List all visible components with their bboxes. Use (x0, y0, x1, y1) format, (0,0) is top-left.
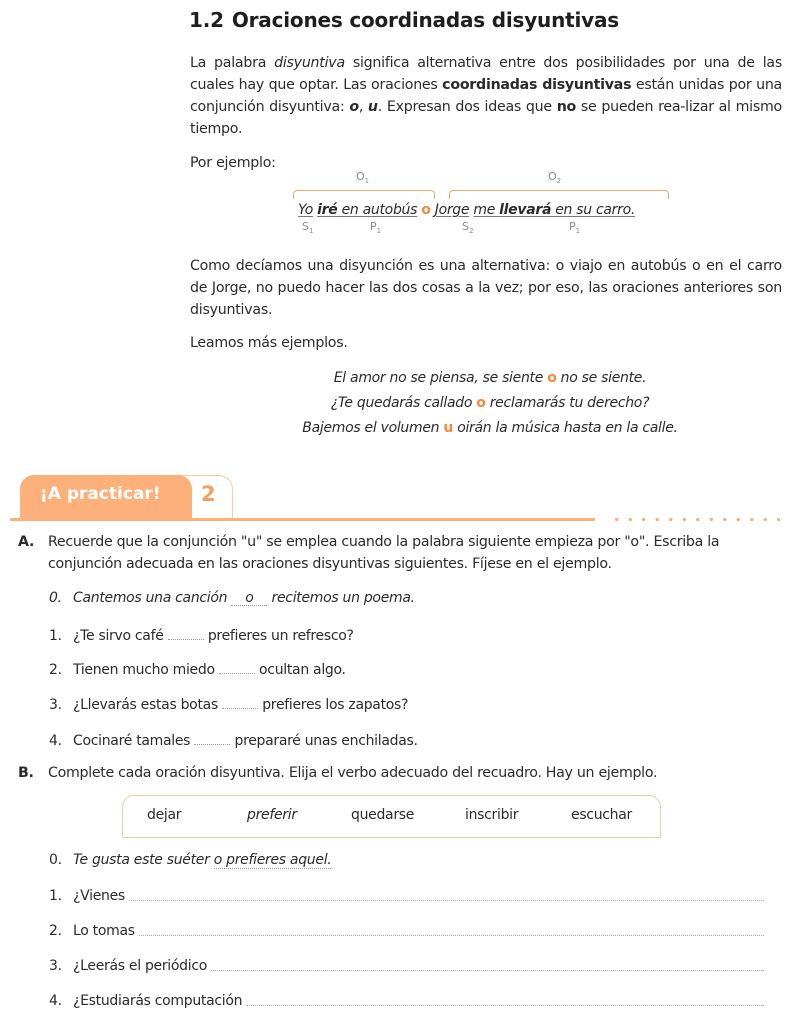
clause-bracket-1 (293, 190, 435, 199)
text: significa alternativa entre dos posibilidades por una de las cuales hay que optar. Las oraciones (190, 55, 782, 93)
clause-label-o2: $O_2$ (548, 170, 562, 186)
word-option: dejar (147, 807, 182, 823)
exercise-a-item-4: 4. Cocinaré tamales prepararé unas enchiladas. (49, 729, 418, 749)
label-s1: $S_1$ (302, 220, 314, 236)
explanation-paragraph: Como decíamos una disyunción es una alternativa: o viajo en autobús o en el carro de Jorge, no puedo hacer las dos cosas a la vez; por eso, las oraciones anteriores son disyuntivas. (190, 258, 782, 318)
clause-label-o1: $O_1$ (356, 170, 370, 186)
word-option: preferir (247, 807, 297, 823)
exercise-a-item-2: 2. Tienen mucho miedo ocultan algo. (49, 658, 346, 678)
example-sentence: El amor no se piensa, se siente o no se siente. (333, 370, 647, 386)
text: se pueden rea-lizar al mismo tiempo. (190, 99, 782, 137)
sentence-diagram (290, 170, 680, 240)
term-bold: coordinadas disyuntivas (442, 77, 632, 93)
exercise-a-item-1: 1. ¿Te sirvo café prefieres un refresco? (49, 624, 354, 644)
text: . Expresan dos ideas que (377, 99, 557, 115)
label-s2: $S_2$ (462, 220, 474, 236)
answer-line[interactable] (246, 993, 764, 1006)
instruction-text: Recuerde que la conjunción "u" se emplea cuando la palabra siguiente empieza por "o". Escriba la conjunción adecuada en las oraciones disyuntivas siguientes. Fíjese en el ejemplo. (48, 534, 720, 572)
practice-number: 2 (201, 482, 216, 506)
verb-2: llevará (499, 202, 552, 218)
exercise-a-instruction (18, 531, 788, 575)
answer-line[interactable] (129, 888, 764, 901)
header-rule (10, 518, 595, 521)
dotted-rule (610, 518, 780, 521)
conjunction: o (421, 202, 431, 218)
word-option: quedarse (351, 807, 415, 823)
emphasis-no: no (556, 99, 577, 115)
instruction-text: Complete cada oración disyuntiva. Elija el verbo adecuado del recuadro. Hay un ejemplo. (48, 765, 658, 781)
answer-blank[interactable] (168, 624, 204, 640)
exercise-b-instruction (18, 762, 788, 784)
predicate-2b: en su carro. (551, 202, 636, 218)
example-label: Por ejemplo: (190, 155, 276, 171)
practice-label: ¡A practicar! (40, 484, 161, 504)
diagram-sentence (298, 202, 635, 218)
section-number: 1.2 (189, 8, 224, 32)
label-p2: $P_1$ (569, 220, 581, 236)
exercise-a-item-3: 3. ¿Llevarás estas botas prefieres los zapatos? (49, 693, 408, 713)
clause-bracket-2 (449, 190, 669, 199)
conj-o: o (349, 99, 359, 115)
predicate-1: en autobús (337, 202, 418, 218)
word-option: inscribir (465, 807, 519, 823)
answer-blank[interactable] (219, 658, 255, 674)
term-italic: disyuntiva (274, 55, 345, 71)
label-p1: $P_1$ (370, 220, 382, 236)
section-title-text: Oraciones coordinadas disyuntivas (231, 8, 619, 32)
exercise-a-item-0: 0. Cantemos una canción o recitemos un poema. (49, 590, 415, 606)
word-option: escuchar (571, 807, 632, 823)
exercise-b-item-4: 4. ¿Estudiarás computación (49, 993, 764, 1009)
exercise-letter: B. (18, 765, 34, 781)
answer-line[interactable] (139, 923, 764, 936)
exercise-b-item-3: 3. ¿Leerás el periódico (49, 958, 764, 974)
verb-1: iré (317, 202, 338, 218)
exercise-b-item-2: 2. Lo tomas (49, 923, 764, 939)
predicate-2a: me (473, 202, 500, 218)
answer-blank[interactable]: o (231, 590, 267, 606)
subject-1: Yo (298, 202, 313, 218)
text: La palabra (190, 55, 275, 71)
practice-tab (20, 475, 192, 518)
more-examples-label: Leamos más ejemplos. (190, 335, 348, 351)
word-box (122, 795, 661, 838)
text: están unidas por una conjunción disyuntiva: (190, 77, 782, 115)
examples-list (190, 366, 790, 441)
answer-blank[interactable] (222, 693, 258, 709)
exercise-b-item-1: 1. ¿Vienes (49, 888, 764, 904)
answer-line[interactable]: o prefieres aquel. (213, 852, 332, 868)
conj-u: u (367, 99, 378, 115)
example-sentence: Bajemos el volumen u oirán la música hasta en la calle. (302, 420, 678, 436)
example-sentence: ¿Te quedarás callado o reclamarás tu derecho? (330, 395, 650, 411)
text: , (358, 99, 368, 115)
exercise-letter: A. (18, 534, 35, 550)
intro-paragraph (190, 52, 782, 140)
answer-blank[interactable] (194, 729, 230, 745)
subject-2: Jorge (434, 202, 470, 218)
answer-line[interactable] (211, 958, 764, 971)
exercise-b-item-0: 0. Te gusta este suéter o prefieres aquel. (49, 852, 332, 868)
section-title (189, 8, 619, 32)
